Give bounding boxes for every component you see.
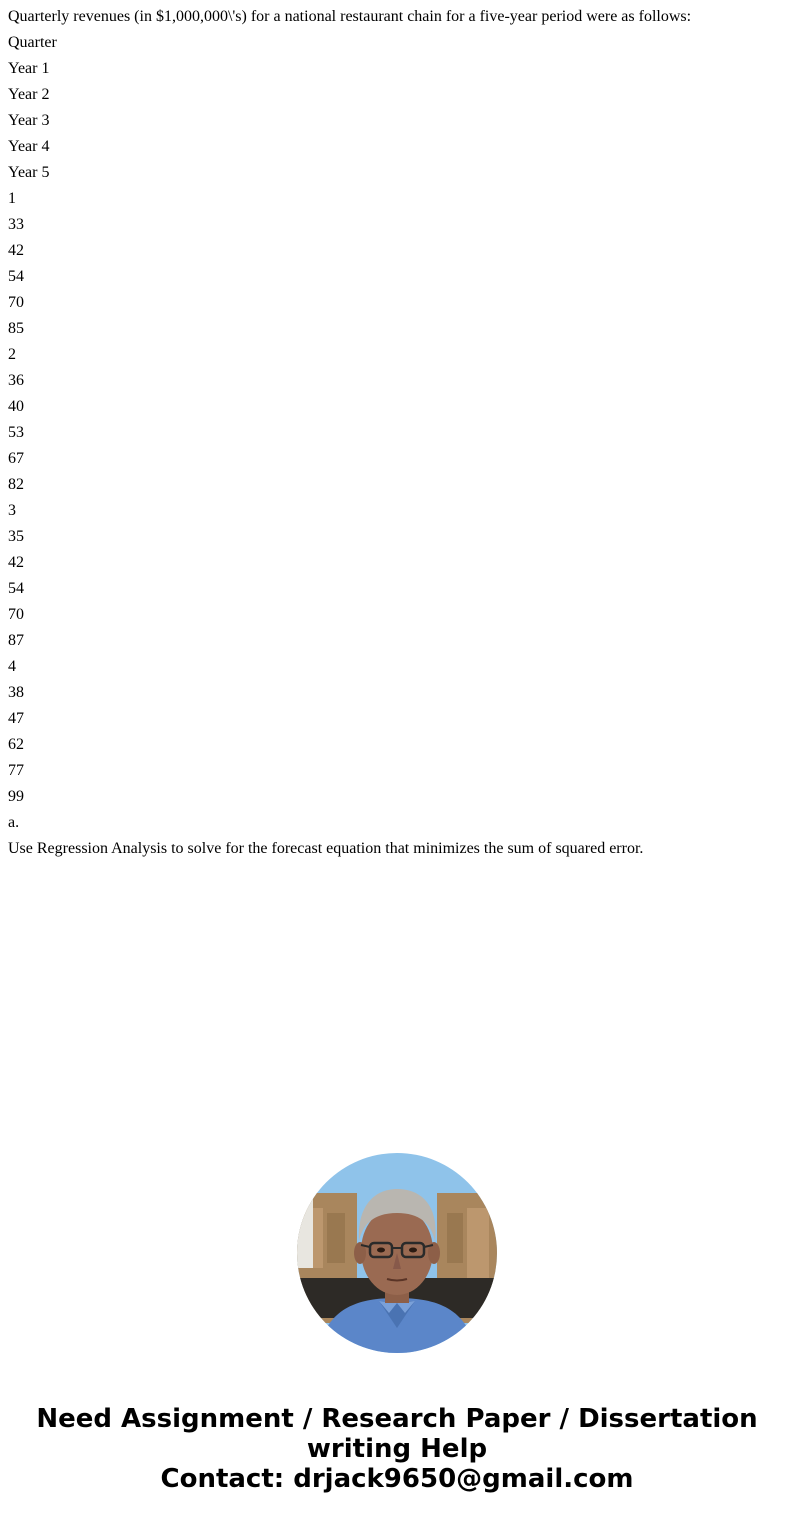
question-text: Use Regression Analysis to solve for the forecast equation that minimizes the sum of squared error. <box>8 840 644 857</box>
table-cell: 54 <box>8 268 24 285</box>
table-cell: 35 <box>8 528 24 545</box>
table-cell: 87 <box>8 632 24 649</box>
table-cell: 42 <box>8 554 24 571</box>
promo-contact: Contact: drjack9650@gmail.com <box>160 1464 634 1494</box>
table-header-quarter: Quarter <box>8 34 57 51</box>
promo-banner <box>0 1404 794 1494</box>
table-cell: 54 <box>8 580 24 597</box>
table-cell: 77 <box>8 762 24 779</box>
table-header-year: Year 3 <box>8 112 50 129</box>
quarter-label: 4 <box>8 658 16 675</box>
quarter-label: 2 <box>8 346 16 363</box>
table-cell: 70 <box>8 294 24 311</box>
table-header-year: Year 4 <box>8 138 50 155</box>
table-cell: 85 <box>8 320 24 337</box>
table-cell: 67 <box>8 450 24 467</box>
author-avatar <box>297 1153 497 1353</box>
promo-line-1: Need Assignment / Research Paper / Dissertation <box>36 1404 758 1434</box>
table-cell: 53 <box>8 424 24 441</box>
table-cell: 33 <box>8 216 24 233</box>
table-cell: 40 <box>8 398 24 415</box>
part-label: a. <box>8 814 20 831</box>
table-cell: 36 <box>8 372 24 389</box>
person-photo-icon <box>297 1153 497 1353</box>
table-cell: 99 <box>8 788 24 805</box>
table-cell: 62 <box>8 736 24 753</box>
table-header-year: Year 2 <box>8 86 50 103</box>
table-cell: 47 <box>8 710 24 727</box>
table-cell: 42 <box>8 242 24 259</box>
table-cell: 82 <box>8 476 24 493</box>
quarter-label: 3 <box>8 502 16 519</box>
document-body <box>8 0 786 866</box>
promo-line-2: writing Help <box>306 1434 488 1464</box>
table-cell: 38 <box>8 684 24 701</box>
quarter-label: 1 <box>8 190 16 207</box>
table-cell: 70 <box>8 606 24 623</box>
table-header-year: Year 1 <box>8 60 50 77</box>
intro-text: Quarterly revenues (in $1,000,000\'s) for a national restaurant chain for a five-year period were as follows: <box>8 8 692 25</box>
table-header-year: Year 5 <box>8 164 50 181</box>
